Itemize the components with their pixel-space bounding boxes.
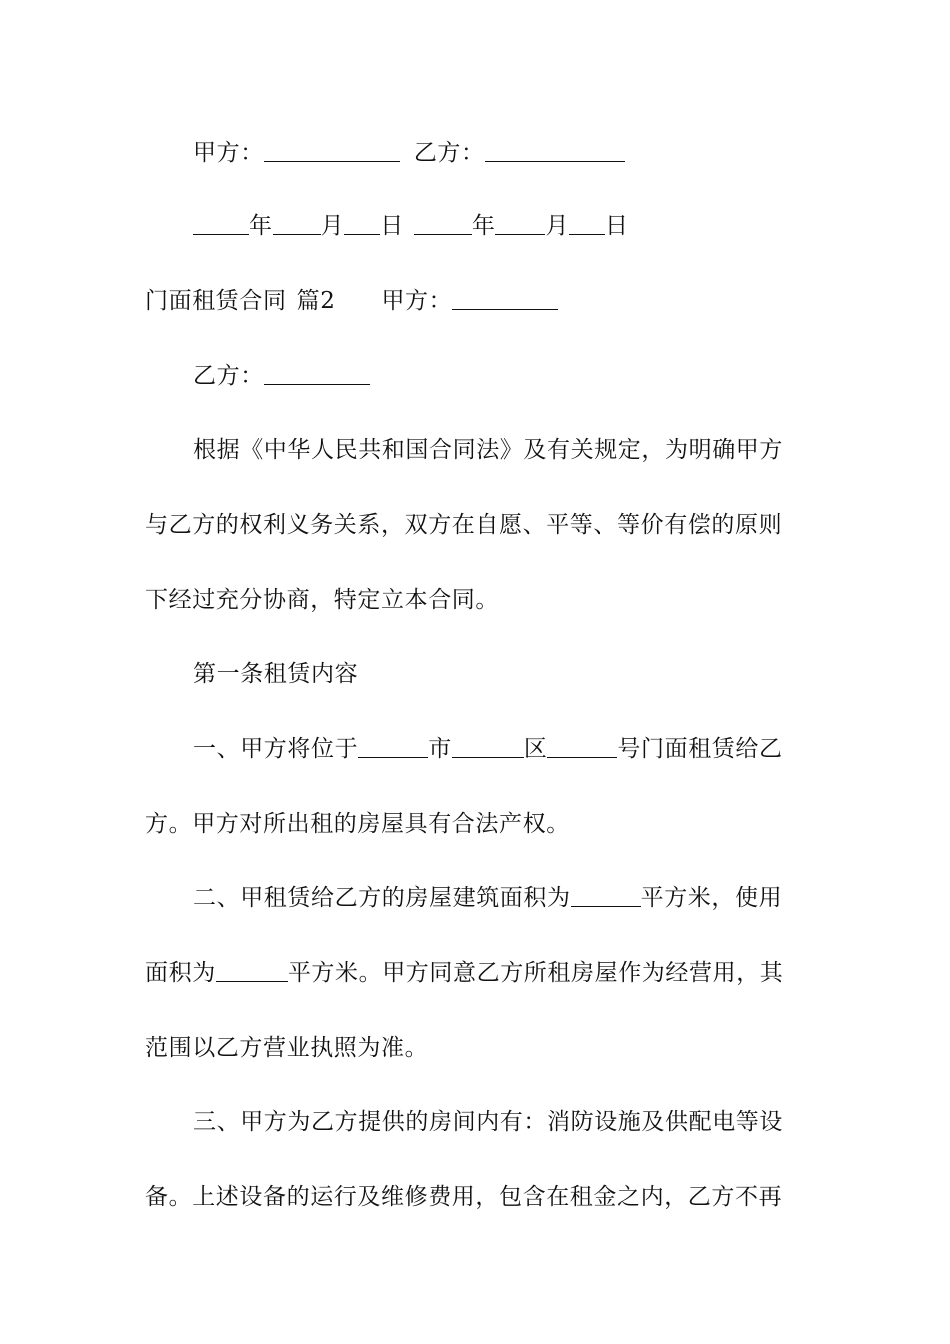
clause-2-building-area-blank [571,886,641,907]
date-b-year: 年 [471,213,496,239]
sign-party-b-blank [485,141,625,162]
clause-1-city-label: 市 [428,736,452,762]
clause-2-usable-text: 平方米。甲方同意乙方所租房屋作为经营用，其 [287,960,784,986]
preamble-line-2: 与乙方的权利义务关系，双方在自愿、平等、等价有偿的原则 [145,512,783,538]
date-a-year: 年 [249,213,273,239]
clause-1-city-blank [358,737,428,758]
clause-3-line-1: 三、甲方为乙方提供的房间内有：消防设施及供配电等设 [193,1109,783,1135]
sign-party-b-label: 乙方： [413,140,485,166]
clause-2-line-2 [145,958,810,988]
clause-1-district-label: 区 [523,736,548,762]
date-b-month: 月 [545,213,570,239]
clause-3-line-2: 备。上述设备的运行及维修费用，包含在租金之内，乙方不再 [145,1184,783,1210]
contract-title-line [145,286,810,316]
date-a-month-blank [273,214,321,235]
preamble-line-1: 根据《中华人民共和国合同法》及有关规定，为明确甲方 [193,437,783,463]
party-a-label: 甲方： [381,288,453,314]
date-b-day-blank [569,214,605,235]
party-b-label: 乙方： [193,363,264,389]
date-a-month: 月 [320,213,345,239]
party-b-blank [264,364,370,385]
contract-title: 门面租赁合同 [145,288,287,314]
sign-party-a-label: 甲方： [193,140,264,166]
date-b-day: 日 [605,213,629,239]
clause-2-usable-area-blank [216,961,288,982]
contract-part: 篇2 [296,288,336,314]
signature-parties-line [193,138,810,168]
party-a-blank [452,289,558,310]
clause-1-line-1 [193,734,810,764]
clause-1-line-2: 方。甲方对所出租的房屋具有合法产权。 [145,811,570,837]
date-a-year-blank [193,214,249,235]
clause-1-text-start: 一、甲方将位于 [193,736,359,762]
clause-1-number-blank [547,737,617,758]
preamble-line-3: 下经过充分协商，特定立本合同。 [145,587,499,613]
date-a-day: 日 [380,213,404,239]
signature-dates-line [193,211,810,241]
clause-2-usable-label: 面积为 [145,960,216,986]
clause-2-text-start: 二、甲租赁给乙方的房屋建筑面积为 [193,885,571,911]
date-b-month-blank [495,214,545,235]
date-b-year-blank [414,214,472,235]
article-1-heading: 第一条租赁内容 [193,661,359,687]
clause-2-line-3: 范围以乙方营业执照为准。 [145,1035,429,1061]
clause-1-district-blank [452,737,524,758]
clause-2-text-end: 平方米，使用 [640,885,783,911]
clause-1-text-end: 号门面租赁给乙 [617,736,783,762]
clause-2-line-1 [193,883,810,913]
sign-party-a-blank [264,141,400,162]
date-a-day-blank [344,214,380,235]
party-b-line [193,361,810,391]
